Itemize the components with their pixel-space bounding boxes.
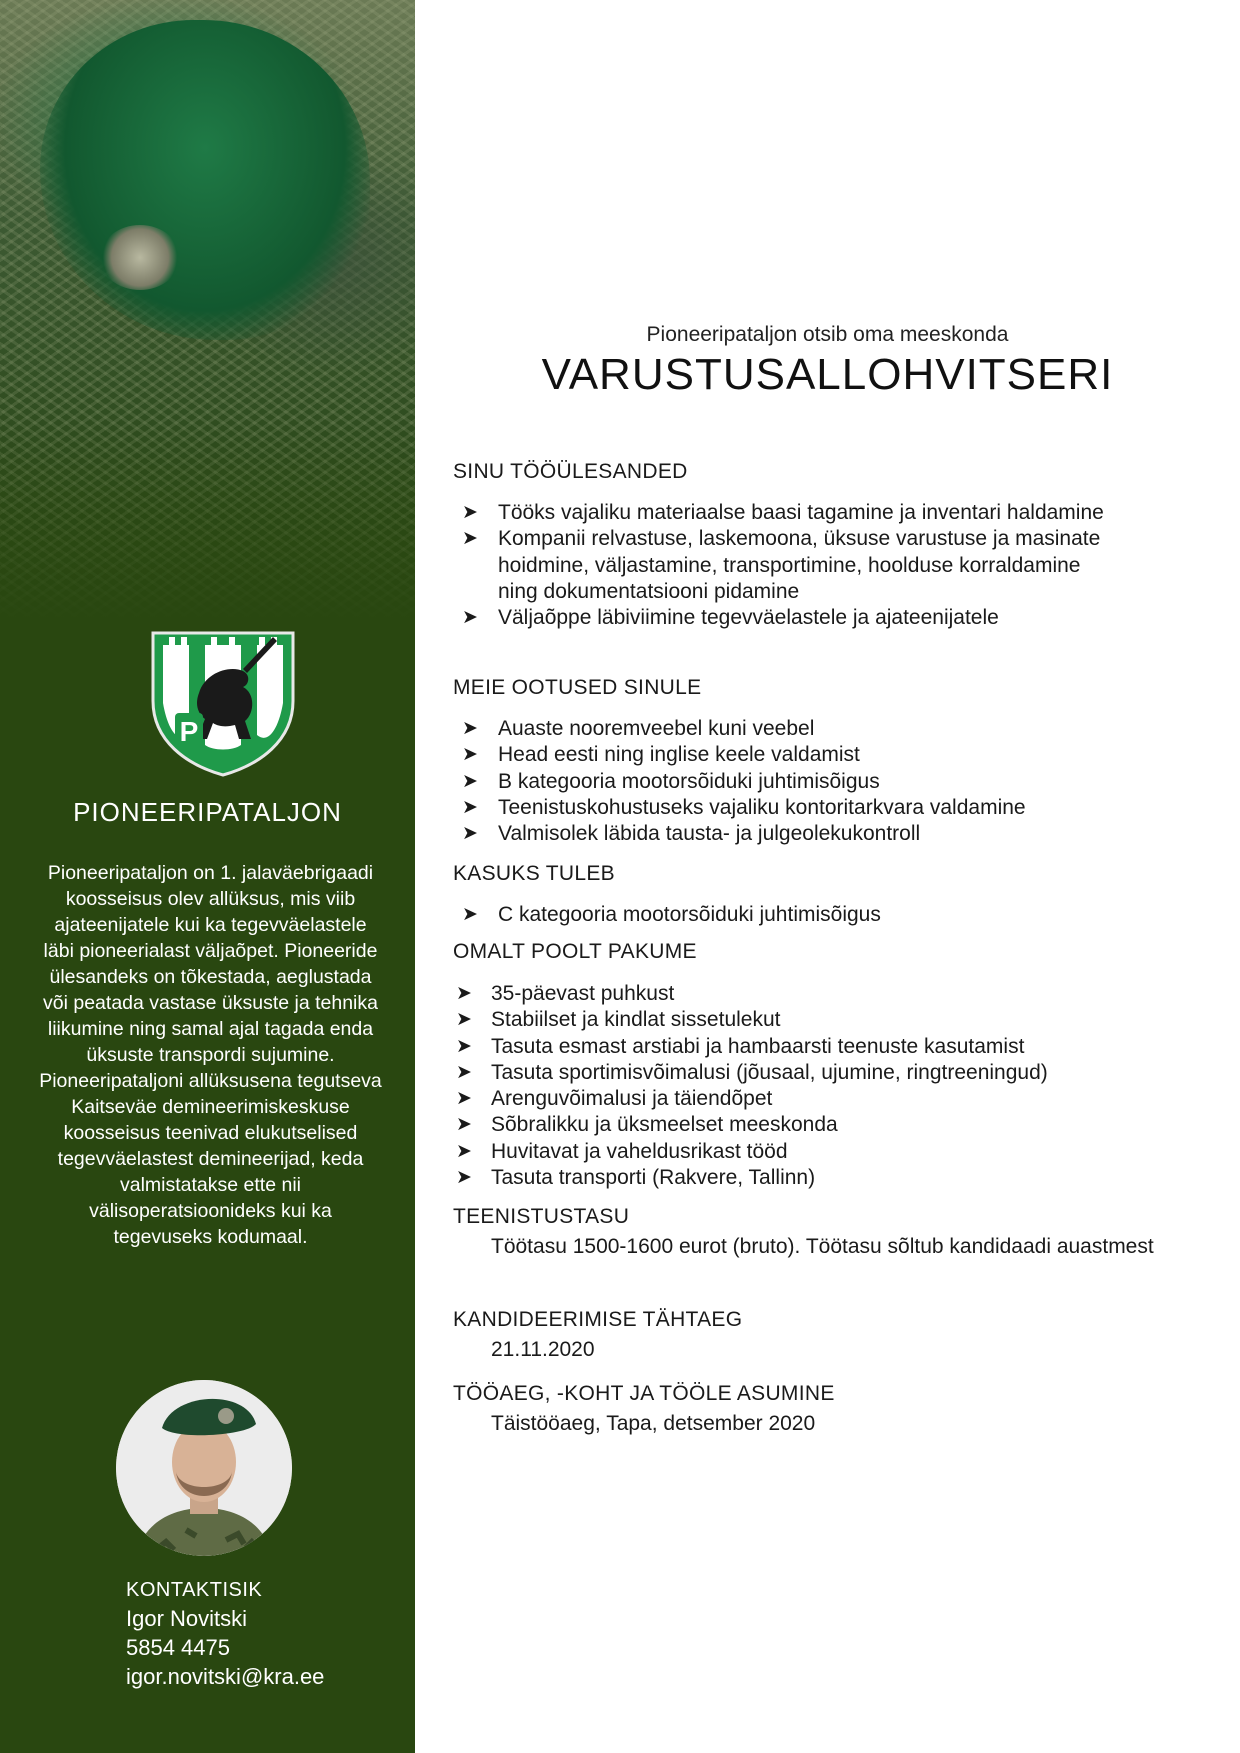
unit-name: PIONEERIPATALJON [73, 797, 342, 827]
list-item: ➤ Arenguvõimalusi ja täiendõpet [491, 1086, 1191, 1112]
salary-text: Töötasu 1500-1600 eurot (bruto). Töötasu sõltub kandidaadi auastmest [491, 1235, 1154, 1258]
arrowhead-bullet-icon: ➤ [456, 1167, 472, 1189]
arrowhead-bullet-icon: ➤ [456, 1035, 472, 1057]
arrowhead-bullet-icon: ➤ [456, 1088, 472, 1110]
list-item: ➤ Sõbralikku ja üksmeelset meeskonda [491, 1112, 1191, 1138]
intro-line: Pioneeripataljon otsib oma meeskonda [646, 323, 1009, 346]
list-item: ➤ B kategooria mootorsõiduki juhtimisõigus [498, 769, 1108, 795]
arrowhead-bullet-icon: ➤ [456, 1061, 472, 1083]
contact-block [126, 1576, 324, 1691]
list-item: ➤ Tasuta esmast arstiabi ja hambaarsti teenuste kasutamist [491, 1034, 1191, 1060]
list-item: ➤ 35-päevast puhkust [491, 981, 1191, 1007]
list-item: ➤ Kompanii relvastuse, laskemoona, üksuse varustuse ja masinate hoidmine, väljastamine, transportimine, hoolduse korraldamine ning dokumentatsiooni pidamine [462, 527, 1101, 603]
arrowhead-bullet-icon: ➤ [462, 823, 478, 845]
arrowhead-bullet-icon: ➤ [462, 502, 478, 523]
hero-fade [0, 420, 415, 620]
unit-description: Pioneeripataljon on 1. jalaväebrigaadi koosseisus olev allüksus, mis viib ajateenijatele kui ka tegevväelastele läbi pioneerialast väljaõpet. Pioneeride ülesandeks on tõkestada, aeglustada või peatada vastase üksuste ja tehnika liikumine ning samal ajal tagada enda üksuste transpordi sujumine. Pioneeripataljoni allüksusena tegutseva Kaitseväe demineerimiskeskuse koosseisus teenivad elukutselised tegevväelastest demineerijad, keda valmistatakse ette nii välisoperatsioonideks kui ka tegevuseks kodumaal. [39, 862, 382, 1248]
sidebar [0, 0, 415, 1753]
advantage-list [462, 902, 1108, 928]
beret-shape [40, 20, 370, 340]
list-item: ➤ Tasuta transporti (Rakvere, Tallinn) [491, 1165, 1191, 1191]
arrowhead-bullet-icon: ➤ [462, 718, 478, 739]
list-item: ➤ Auaste nooremveebel kuni veebel [498, 716, 1108, 742]
location-heading: TÖÖAEG, -KOHT JA TÖÖLE ASUMINE [453, 1382, 835, 1405]
contact-photo [116, 1380, 292, 1556]
list-item: ➤ Valmisolek läbida tausta- ja julgeolekukontroll [498, 821, 1108, 847]
arrowhead-bullet-icon: ➤ [462, 796, 478, 818]
arrowhead-bullet-icon: ➤ [456, 1140, 472, 1162]
list-item: ➤ Teenistuskohustuseks vajaliku kontoritarkvara valdamine [498, 795, 1108, 821]
contact-person-portrait [116, 1380, 292, 1556]
arrowhead-bullet-icon: ➤ [462, 607, 478, 629]
contact-phone[interactable]: 5854 4475 [126, 1635, 230, 1660]
duties-heading: SINU TÖÖÜLESANDED [453, 460, 688, 483]
contact-title: KONTAKTISIK [126, 1579, 263, 1601]
list-item: ➤ Tööks vajaliku materiaalse baasi tagamine ja inventari haldamine [498, 500, 1108, 526]
battalion-crest-icon [147, 623, 299, 778]
arrowhead-bullet-icon: ➤ [462, 904, 478, 925]
arrowhead-bullet-icon: ➤ [456, 1009, 472, 1031]
duties-list [462, 500, 1108, 631]
arrowhead-bullet-icon: ➤ [462, 528, 478, 550]
location-text: Täistööaeg, Tapa, detsember 2020 [491, 1412, 816, 1435]
arrowhead-bullet-icon: ➤ [462, 744, 478, 766]
contact-email[interactable]: igor.novitski@kra.ee [126, 1664, 325, 1689]
arrowhead-bullet-icon: ➤ [456, 983, 472, 1004]
deadline-text: 21.11.2020 [491, 1338, 595, 1361]
salary-heading: TEENISTUSTASU [453, 1205, 630, 1228]
offer-heading: OMALT POOLT PAKUME [453, 940, 697, 963]
list-item: ➤ Väljaõppe läbiviimine tegevväelastele ja ajateenijatele [498, 605, 1108, 631]
contact-name: Igor Novitski [126, 1606, 248, 1631]
hero-photo [0, 0, 415, 620]
list-item: ➤ Stabiilset ja kindlat sissetulekut [491, 1007, 1191, 1033]
list-item: ➤ Huvitavat ja vaheldusrikast tööd [491, 1139, 1191, 1165]
job-title: VARUSTUSALLOHVITSERI [541, 350, 1114, 399]
expectations-heading: MEIE OOTUSED SINULE [453, 676, 702, 699]
deadline-heading: KANDIDEERIMISE TÄHTAEG [453, 1308, 743, 1331]
beret-badge-icon [100, 225, 180, 290]
advantage-heading: KASUKS TULEB [453, 862, 615, 885]
svg-text:P: P [179, 716, 199, 747]
list-item: ➤ Tasuta sportimisvõimalusi (jõusaal, ujumine, ringtreeningud) [491, 1060, 1191, 1086]
arrowhead-bullet-icon: ➤ [456, 1114, 472, 1136]
list-item: ➤ C kategooria mootorsõiduki juhtimisõigus [498, 902, 1108, 928]
offer-list [456, 981, 1191, 1191]
list-item: ➤ Head eesti ning inglise keele valdamist [498, 742, 1108, 768]
arrowhead-bullet-icon: ➤ [462, 770, 478, 792]
expectations-list [462, 716, 1108, 847]
